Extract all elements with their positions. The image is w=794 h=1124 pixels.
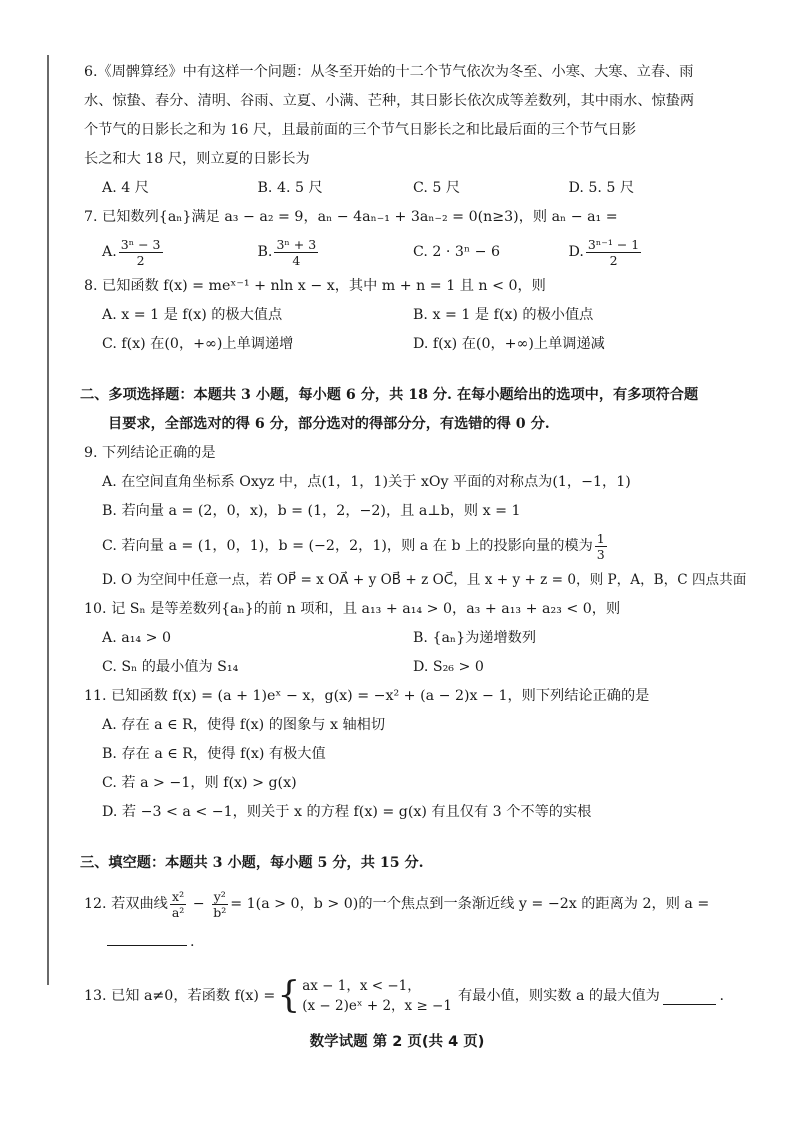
section-2-heading — [80, 381, 724, 439]
q13-case-2: (x − 2)eˣ + 2，x ≥ −1 — [302, 998, 452, 1014]
q7-option-a[interactable] — [102, 237, 258, 268]
page-footer: 数学试题 第 2 页(共 4 页) — [309, 1034, 485, 1050]
q8-option-a[interactable]: A. x = 1 是 f(x) 的极大值点 — [102, 307, 283, 323]
q12-fraction-x — [170, 889, 186, 920]
q10-options-row-2 — [84, 653, 724, 682]
q7-stem: 7. 已知数列{aₙ}满足 a₃ − a₂ = 9，aₙ − 4aₙ₋₁ + 3aₙ₋₂ = 0(n≥3)，则 aₙ − a₁ = — [84, 209, 618, 225]
q12-end: . — [190, 934, 195, 950]
q9-option-b[interactable]: B. 若向量 a = (2，0，x)，b = (1，2，−2)，且 a⊥b，则 x = 1 — [102, 503, 521, 519]
q9-option-c-den: 3 — [596, 546, 605, 562]
q7-option-b-fraction — [274, 237, 318, 268]
q8-options-row-1 — [84, 301, 724, 330]
q7-option-d-fraction — [586, 237, 641, 268]
q7-option-d-num: 3ⁿ⁻¹ − 1 — [587, 236, 640, 252]
q6-option-c[interactable]: C. 5 尺 — [413, 180, 461, 196]
question-8 — [84, 272, 724, 359]
q12-fraction-y — [211, 889, 228, 920]
q6-option-a[interactable]: A. 4 尺 — [102, 180, 149, 196]
q10-option-b[interactable]: B. {aₙ}为递增数列 — [413, 630, 537, 646]
q7-option-a-label: A. — [102, 243, 117, 260]
q7-option-a-fraction — [119, 237, 163, 268]
q7-option-d-label: D. — [568, 243, 584, 260]
q6-line-2: 水、惊蛰、春分、清明、谷雨、立夏、小满、芒种，其日影长依次成等差数列，其中雨水、惊蛰两 — [84, 93, 695, 109]
q7-option-c-label: C. 2 · 3ⁿ − 6 — [413, 243, 501, 260]
question-9 — [84, 439, 747, 595]
question-12 — [84, 884, 724, 957]
q13-suffix: 有最小值，则实数 a 的最大值为 — [457, 987, 660, 1004]
q11-option-b[interactable]: B. 存在 a ∈ R，使得 f(x) 有极大值 — [102, 746, 326, 762]
q9-stem: 9. 下列结论正确的是 — [84, 445, 216, 461]
question-11 — [84, 682, 724, 827]
q8-option-c[interactable]: C. f(x) 在(0，+∞)上单调递增 — [102, 336, 294, 352]
q12-suffix: = 1(a > 0，b > 0)的一个焦点到一条渐近线 y = −2x 的距离为 2，则 a = — [230, 895, 710, 912]
q10-option-c[interactable]: C. Sₙ 的最小值为 S₁₄ — [102, 659, 239, 675]
q11-stem: 11. 已知函数 f(x) = (a + 1)eˣ − x，g(x) = −x² + (a − 2)x − 1，则下列结论正确的是 — [84, 688, 650, 704]
q12-minus: − — [188, 895, 210, 912]
q11-option-c[interactable]: C. 若 a > −1，则 f(x) > g(x) — [102, 775, 297, 791]
q7-option-b[interactable] — [258, 237, 414, 268]
q10-option-d[interactable]: D. S₂₆ > 0 — [413, 659, 484, 675]
q9-option-c-fraction — [595, 531, 607, 562]
question-13 — [84, 969, 724, 1023]
q13-answer-blank[interactable] — [663, 988, 717, 1005]
section-2-line-1: 二、多项选择题：本题共 3 小题，每小题 6 分，共 18 分. 在每小题给出的选项中，有多项符合题 — [80, 387, 699, 403]
q12-frac1-den: a² — [171, 904, 185, 920]
q8-option-b[interactable]: B. x = 1 是 f(x) 的极小值点 — [413, 307, 594, 323]
q6-line-3: 个节气的日影长之和为 16 尺，且最前面的三个节气日影长之和比最后面的三个节气日影 — [84, 122, 637, 138]
q12-answer-line — [84, 928, 724, 957]
q12-prefix: 12. 若双曲线 — [84, 895, 168, 912]
question-7 — [84, 203, 724, 272]
q12-frac2-num: y² — [213, 888, 226, 904]
q10-stem: 10. 记 Sₙ 是等差数列{aₙ}的前 n 项和，且 a₁₃ + a₁₄ > 0，a₃ + a₁₃ + a₂₃ < 0，则 — [84, 601, 621, 617]
q7-option-b-num: 3ⁿ + 3 — [276, 236, 317, 252]
q9-option-c[interactable] — [84, 526, 724, 566]
q13-brace-icon: { — [277, 975, 301, 1016]
q11-option-d[interactable]: D. 若 −3 < a < −1，则关于 x 的方程 f(x) = g(x) 有且仅有 3 个不等的实根 — [102, 804, 592, 820]
q6-option-b[interactable]: B. 4. 5 尺 — [257, 180, 323, 196]
q7-option-b-den: 4 — [292, 252, 301, 268]
q7-options — [84, 232, 724, 272]
q6-line-1: 6.《周髀算经》中有这样一个问题：从冬至开始的十二个节气依次为冬至、小寒、大寒、立春、雨 — [84, 64, 694, 80]
q12-frac1-num: x² — [172, 888, 185, 904]
q8-stem: 8. 已知函数 f(x) = meˣ⁻¹ + nln x − x，其中 m + n = 1 且 n < 0，则 — [84, 278, 546, 294]
q13-cases — [302, 976, 452, 1016]
q13-stem — [84, 969, 724, 1023]
question-6 — [84, 58, 724, 203]
q6-options — [84, 174, 724, 203]
q6-line-4: 长之和大 18 尺，则立夏的日影长为 — [84, 151, 310, 167]
q12-stem — [84, 884, 724, 924]
q8-option-d[interactable]: D. f(x) 在(0，+∞)上单调递减 — [413, 336, 605, 352]
section-2-line-2: 目要求，全部选对的得 6 分，部分选对的得部分分，有选错的得 0 分. — [108, 416, 550, 432]
q6-option-d[interactable]: D. 5. 5 尺 — [568, 180, 635, 196]
q7-option-c[interactable] — [413, 238, 569, 267]
q13-case-1: ax − 1，x < −1， — [302, 978, 421, 994]
q13-prefix: 13. 已知 a≠0，若函数 f(x) = — [84, 987, 276, 1004]
q10-option-a[interactable]: A. a₁₄ > 0 — [102, 630, 172, 646]
q8-options-row-2 — [84, 330, 724, 359]
q7-option-a-den: 2 — [136, 252, 145, 268]
q10-options-row-1 — [84, 624, 724, 653]
q9-option-c-num: 1 — [596, 530, 605, 546]
q13-piecewise — [275, 976, 452, 1016]
spacer — [84, 827, 724, 839]
page-binding-edge — [47, 55, 49, 985]
q12-frac2-den: b² — [213, 904, 227, 920]
q11-option-a[interactable]: A. 存在 a ∈ R，使得 f(x) 的图象与 x 轴相切 — [102, 717, 386, 733]
q7-option-d[interactable] — [569, 237, 725, 268]
q7-option-d-den: 2 — [609, 252, 618, 268]
q9-option-a[interactable]: A. 在空间直角坐标系 Oxyz 中，点(1，1，1)关于 xOy 平面的对称点为(1，−1，1) — [102, 474, 631, 490]
question-10 — [84, 595, 724, 682]
q9-option-c-text: C. 若向量 a = (1，0，1)，b = (−2，2，1)，则 a 在 b 上的投影向量的模为 — [102, 537, 593, 554]
spacer — [84, 359, 724, 371]
q7-option-a-num: 3ⁿ − 3 — [120, 236, 161, 252]
q9-option-d[interactable]: D. O 为空间中任意一点，若 OP⃗ = x OA⃗ + y OB⃗ + z OC⃗，且 x + y + z = 0，则 P，A，B，C 四点共面 — [102, 572, 747, 588]
section-3-heading: 三、填空题：本题共 3 小题，每小题 5 分，共 15 分. — [80, 855, 424, 871]
q12-answer-blank[interactable] — [107, 929, 187, 946]
q13-end: . — [719, 987, 724, 1004]
exam-content — [80, 58, 747, 1023]
q7-option-b-label: B. — [257, 243, 273, 260]
